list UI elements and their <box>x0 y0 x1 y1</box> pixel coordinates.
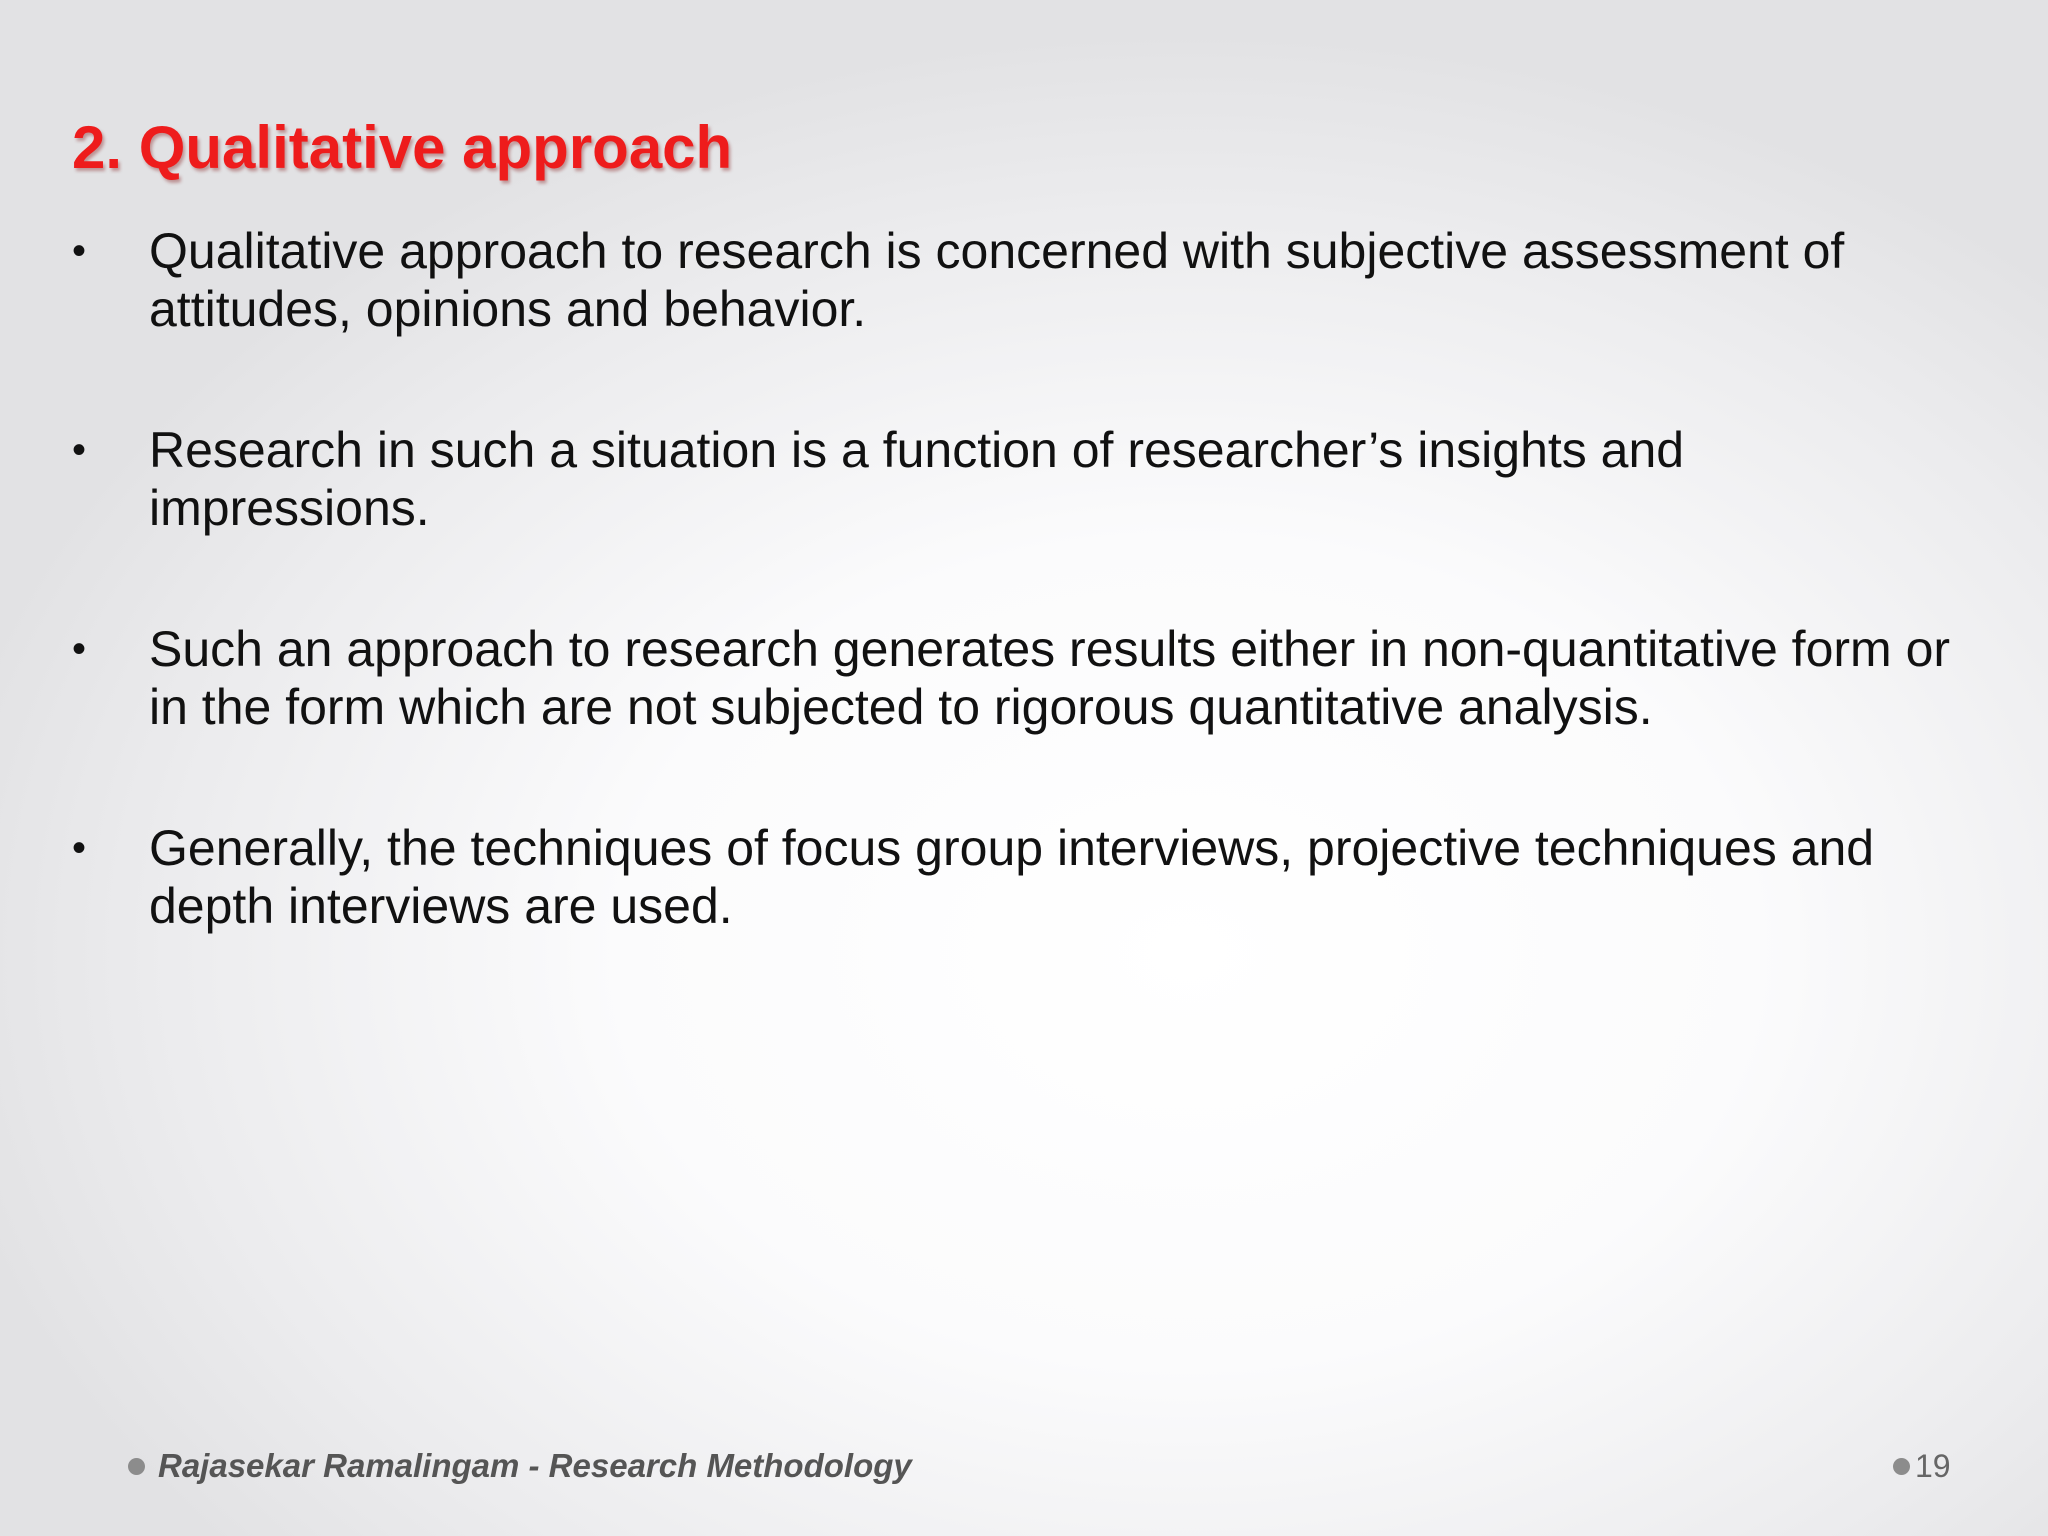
bullet-list <box>72 222 1972 1018</box>
bullet-text: Generally, the techniques of focus group interviews, projective techniques and depth interviews are used. <box>149 820 1875 934</box>
bullet-item <box>72 421 1972 537</box>
page-number-text: 19 <box>1915 1447 1951 1484</box>
bullet-item <box>72 819 1972 935</box>
bullet-item <box>72 620 1972 736</box>
footer-dot-icon <box>128 1458 145 1475</box>
bullet-text: Qualitative approach to research is concerned with subjective assessment of attitudes, opinions and behavior. <box>149 223 1845 337</box>
bullet-icon: • <box>72 428 87 472</box>
bullet-text: Such an approach to research generates results either in non-quantitative form or in the form which are not subjected to rigorous quantitative analysis. <box>149 621 1951 735</box>
slide-title: 2. Qualitative approach <box>72 114 733 181</box>
bullet-icon: • <box>72 627 87 671</box>
bullet-icon: • <box>72 229 87 273</box>
footer-text: Rajasekar Ramalingam - Research Methodology <box>158 1447 912 1484</box>
slide-footer <box>128 1446 912 1486</box>
bullet-icon: • <box>72 826 87 870</box>
page-dot-icon <box>1893 1458 1910 1475</box>
bullet-item <box>72 222 1972 338</box>
bullet-text: Research in such a situation is a function of researcher’s insights and impressions. <box>149 422 1685 536</box>
page-number <box>1893 1446 1951 1486</box>
